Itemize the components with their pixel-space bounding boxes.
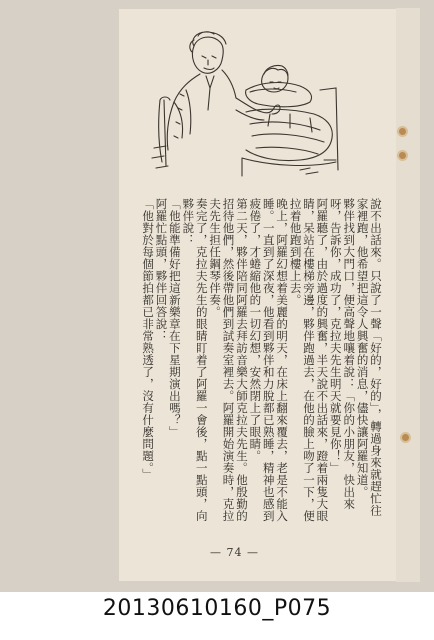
paragraph: 說不出話來。只說了一聲「好的，好的」，轉過身來就趕忙往家裡跑，他希望把這令人興奮的消息，儘快讓阿羅知道。 xyxy=(355,198,383,517)
paragraph: 夥伴找到大門口，便高聲地嚷着說：「你的小朋友，快出來呀，告訴你，成功了，克拉夫先生明天就要見你！」 xyxy=(328,198,357,510)
binding-margin xyxy=(396,8,420,582)
binding-hole xyxy=(399,128,406,135)
image-caption: 20130610160_P075 xyxy=(102,596,332,621)
paragraph: 「他對於每個節拍都已非常熟透了，沒有什麼問題。」 xyxy=(141,198,156,481)
vertical-body-text xyxy=(120,198,382,528)
paragraph: 晚上，阿羅幻想着美麗的明天，在床上翻來覆去，老是不能入睡。一直到了深夜，他看到夥伴和力脫都已熟睡，精神也感到疲倦了，才蜷縮他的一切幻想，安然閉上了眼睛。 xyxy=(248,198,290,522)
binding-hole xyxy=(402,434,409,441)
paragraph: 第二天，夥伴陪同阿羅去拜訪音樂大師克拉夫先生。他殷勤的招待他們，然後帶他們到試奏室裡去。阿羅開始演奏時，克拉夫先生担任鋼琴伴奏。 xyxy=(208,198,249,522)
paragraph: 阿羅聽了，由於過度的興奮，半天說不出話來，蹬着兩隻大眼睛，呆站在樓梯旁邊，夥伴跑過去，在他的臉上吻了一下，便拉着他跑到樓上去。 xyxy=(288,198,330,522)
paragraph: 奏完了，克拉夫先生的眼睛盯着了阿羅一會後，點一點頭，向夥伴說： xyxy=(181,198,209,522)
paragraph: 「他能準備好把這新樂章在下星期演出嗎？」 xyxy=(167,198,182,438)
page-number: — 74 — xyxy=(210,546,259,559)
binding-hole xyxy=(399,152,406,159)
paragraph: 阿羅忙點頭，夥伴回答說： xyxy=(154,198,169,342)
illustration-man-beside-sick-boy xyxy=(150,30,340,178)
